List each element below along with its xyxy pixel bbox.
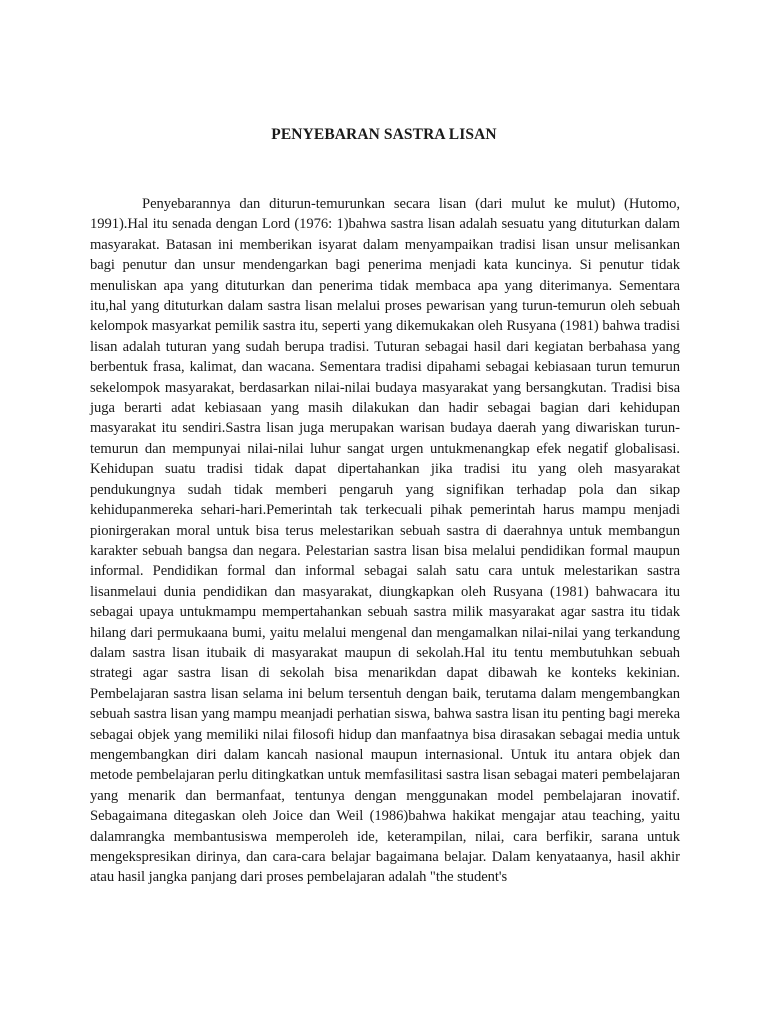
document-title: PENYEBARAN SASTRA LISAN bbox=[271, 126, 497, 143]
body-paragraph: Penyebarannya dan diturun-temurunkan secara lisan (dari mulut ke mulut) (Hutomo, 1991).Hal itu senada dengan Lord (1976: 1)bahwa sastra lisan adalah sesuatu yang dituturkan dalam masyarakat. Batasan ini memberikan isyarat dalam menyampaikan tradisi lisan unsur melisankan bagi penutur dan unsur mendengarkan bagi penerima menjadi kata kuncinya. Si penutur tidak menuliskan apa yang dituturkan dan penerima tidak membaca apa yang diterimanya. Sementara itu,hal yang dituturkan dalam sastra lisan melalui proses pewarisan yang turun-temurun oleh sebuah kelompok masyarkat pemilik sastra itu, seperti yang dikemukakan oleh Rusyana (1981) bahwa tradisi lisan adalah tuturan yang sudah berupa tradisi. Tuturan sebagai hasil dari kegiatan berbahasa yang berbentuk frasa, kalimat, dan wacana. Sementara tradisi dipahami sebagai kebiasaan turun temurun sekelompok masyarakat, berdasarkan nilai-nilai budaya masyarakat yang bersangkutan. Tradisi bisa juga berarti adat kebiasaan yang masih dilakukan dan hadir sebagai bagian dari kehidupan masyarakat itu sendiri.Sastra lisan juga merupakan warisan budaya daerah yang diwariskan turun-temurun dan mempunyai nilai-nilai luhur sangat urgen untukmenangkap efek negatif globalisasi. Kehidupan suatu tradisi tidak dapat dipertahankan jika tradisi itu yang oleh masyarakat pendukungnya sudah tidak memberi pengaruh yang signifikan terhadap pola dan sikap kehidupanmereka sehari-hari.Pemerintah tak terkecuali pihak pemerintah harus mampu menjadi pionirgerakan moral untuk bisa terus melestarikan sebuah sastra di daerahnya untuk membangun karakter sebuah bangsa dan negara. Pelestarian sastra lisan bisa melalui pendidikan formal maupun informal. Pendidikan formal dan informal sebagai salah satu cara untuk melestarikan sastra lisanmelaui dunia pendidikan dan masyarakat, diungkapkan oleh Rusyana (1981) bahwacara itu sebagai upaya untukmampu mempertahankan sebuah sastra milik masyarakat agar sastra itu tidak hilang dari permukaana bumi, yaitu melalui mengenal dan mengamalkan nilai-nilai yang terkandung dalam sastra lisan itubaik di masyarakat maupun di sekolah.Hal itu tentu membutuhkan sebuah strategi agar sastra lisan di sekolah bisa menarikdan dapat dibawah ke konteks kekinian. Pembelajaran sastra lisan selama ini belum tersentuh dengan baik, terutama dalam mengembangkan sebuah sastra lisan yang mampu meanjadi perhatian siswa, bahwa sastra lisan itu penting bagi mereka sebagai objek yang memiliki nilai filosofi hidup dan manfaatnya bisa dirasakan sebagai media untuk mengembangkan diri dalam kancah nasional maupun internasional. Untuk itu antara objek dan metode pembelajaran perlu ditingkatkan untuk memfasilitasi sastra lisan sebagai materi pembelajaran yang menarik dan bermanfaat, tentunya dengan menggunakan model pembelajaran inovatif. Sebagaimana ditegaskan oleh Joice dan Weil (1986)bahwa hakikat mengajar atau teaching, yaitu dalamrangka membantusiswa memperoleh ide, keterampilan, nilai, cara berfikir, sarana untuk mengekspresikan dirinya, dan cara-cara belajar bagaimana belajar. Dalam kenyataanya, hasil akhir atau hasil jangka panjang dari proses pembelajaran adalah "the student's bbox=[90, 196, 680, 886]
